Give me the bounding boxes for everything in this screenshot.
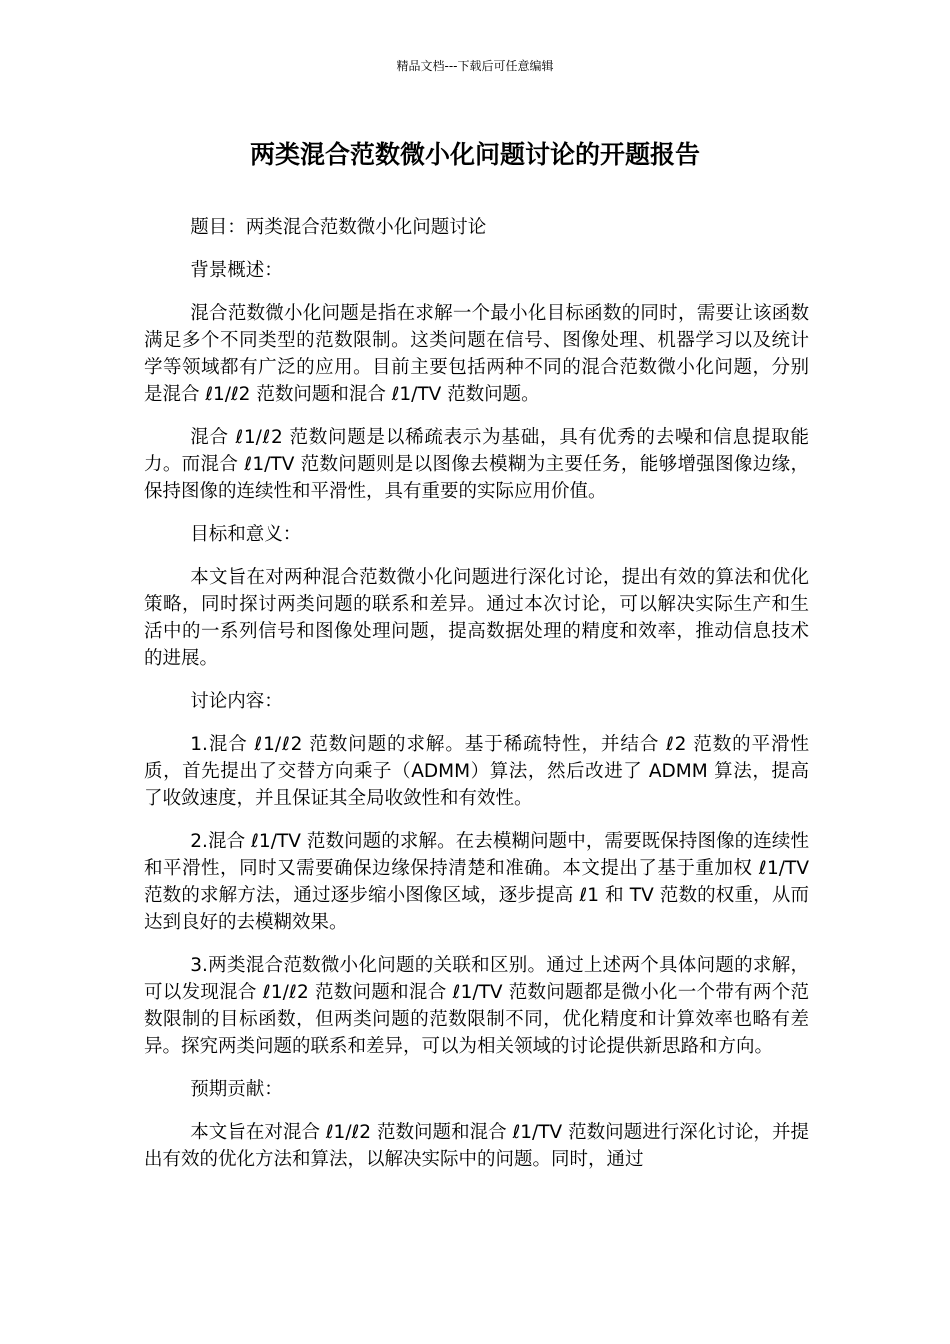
paragraph-content-1: 1.混合 ℓ1/ℓ2 范数问题的求解。基于稀疏特性，并结合 ℓ2 范数的平滑性质，首先提出了交替方向乘子（ADMM）算法，然后改进了 ADMM 算法，提高了收敛速度，并且保证其全局收敛性和有效性。 <box>144 734 809 809</box>
section-heading-contribution: 预期贡献： <box>190 1079 283 1100</box>
section-heading-goals: 目标和意义： <box>190 524 302 545</box>
section-heading-content: 讨论内容： <box>190 691 283 712</box>
document-title: 两类混合范数微小化问题讨论的开题报告 <box>249 140 700 169</box>
paragraph-background-2: 混合 ℓ1/ℓ2 范数问题是以稀疏表示为基础，具有优秀的去噪和信息提取能力。而混合 ℓ1/TV 范数问题则是以图像去模糊为主要任务，能够增强图像边缘，保持图像的连续性和平滑性，具有重要的实际应用价值。 <box>144 427 809 502</box>
subject-line: 题目：两类混合范数微小化问题讨论 <box>190 217 487 238</box>
paragraph-contribution: 本文旨在对混合 ℓ1/ℓ2 范数问题和混合 ℓ1/TV 范数问题进行深化讨论，并提出有效的优化方法和算法，以解决实际中的问题。同时，通过 <box>144 1122 809 1170</box>
header-note: 精品文档---下载后可任意编辑 <box>396 59 554 73</box>
paragraph-content-2: 2.混合 ℓ1/TV 范数问题的求解。在去模糊问题中，需要既保持图像的连续性和平滑性，同时又需要确保边缘保持清楚和准确。本文提出了基于重加权 ℓ1/TV 范数的求解方法，通过逐步缩小图像区域，逐步提高 ℓ1 和 TV 范数的权重，从而达到良好的去模糊效果。 <box>144 831 809 933</box>
paragraph-goals: 本文旨在对两种混合范数微小化问题进行深化讨论，提出有效的算法和优化策略，同时探讨两类问题的联系和差异。通过本次讨论，可以解决实际生产和生活中的一系列信号和图像处理问题，提高数据处理的精度和效率，推动信息技术的进展。 <box>144 567 809 669</box>
paragraph-content-3: 3.两类混合范数微小化问题的关联和区别。通过上述两个具体问题的求解，可以发现混合 ℓ1/ℓ2 范数问题和混合 ℓ1/TV 范数问题都是微小化一个带有两个范数限制的目标函数，但两类问题的范数限制不同，优化精度和计算效率也略有差异。探究两类问题的联系和差异，可以为相关领域的讨论提供新思路和方向。 <box>144 955 809 1057</box>
document-body <box>144 214 809 1189</box>
section-heading-background: 背景概述： <box>190 260 283 281</box>
paragraph-background-1: 混合范数微小化问题是指在求解一个最小化目标函数的同时，需要让该函数满足多个不同类型的范数限制。这类问题在信号、图像处理、机器学习以及统计学等领域都有广泛的应用。目前主要包括两种不同的混合范数微小化问题，分别是混合 ℓ1/ℓ2 范数问题和混合 ℓ1/TV 范数问题。 <box>144 303 809 405</box>
